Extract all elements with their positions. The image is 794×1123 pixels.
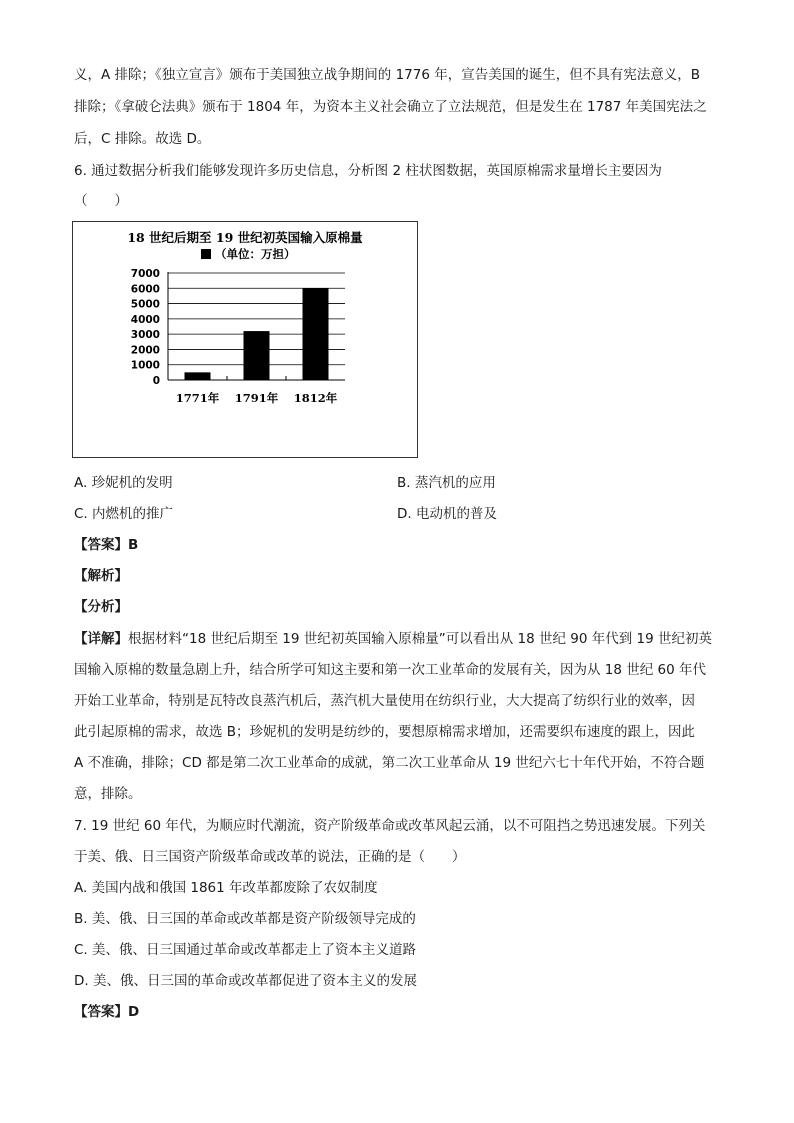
question-7-stem: 于美、俄、日三国资产阶级革命或改革的说法，正确的是（ ） bbox=[74, 849, 466, 865]
bar-1 bbox=[244, 331, 270, 380]
detail-line: 意，排除。 bbox=[74, 786, 142, 802]
detail-line: 此引起原棉的需求，故选 B；珍妮机的发明是纺纱的，要想原棉需求增加，还需要织布速度的跟上，因此 bbox=[74, 724, 696, 740]
answer-blank: （ ） bbox=[74, 193, 128, 209]
q7-answer-label: 【答案】D bbox=[74, 1004, 140, 1020]
detail-line: A 不准确，排除；CD 都是第二次工业革命的成就，第二次工业革命从 19 世纪六七十年代开始，不符合题 bbox=[74, 755, 705, 771]
legend-label: （单位：万担） bbox=[215, 247, 296, 261]
question-7-stem: 7. 19 世纪 60 年代，为顺应时代潮流，资产阶级革命或改革风起云涌，以不可阻挡之势迅速发展。下列关 bbox=[74, 818, 706, 834]
legend-swatch bbox=[201, 249, 211, 259]
text-line: 排除；《拿破仑法典》颁布于 1804 年，为资本主义社会确立了立法规范，但是发生在 1787 年美国宪法之 bbox=[74, 99, 707, 115]
question-6-stem: 6. 通过数据分析我们能够发现许多历史信息，分析图 2 柱状图数据，英国原棉需求量增长主要因为 bbox=[74, 163, 662, 179]
option-c: C. 内燃机的推广 bbox=[74, 506, 174, 522]
detail-line: 国输入原棉的数量急剧上升，结合所学可知这主要和第一次工业革命的发展有关，因为从 18 世纪 60 年代 bbox=[74, 662, 707, 678]
figure-2-chart bbox=[72, 221, 418, 458]
detail-label: 【详解】 bbox=[74, 631, 128, 647]
q7-option-d: D. 美、俄、日三国的革命或改革都促进了资本主义的发展 bbox=[74, 973, 417, 989]
x-tick-label: 1812年 bbox=[293, 391, 338, 405]
option-d: D. 电动机的普及 bbox=[397, 506, 497, 522]
y-tick-label: 6000 bbox=[130, 283, 160, 296]
fenxi-label: 【分析】 bbox=[74, 599, 128, 615]
y-tick-label: 2000 bbox=[130, 344, 160, 357]
text-line: 义，A 排除；《独立宣言》颁布于美国独立战争期间的 1776 年，宣告美国的诞生，但不具有宪法意义，B bbox=[74, 67, 700, 83]
answer-label: 【答案】B bbox=[74, 537, 139, 553]
y-tick-label: 1000 bbox=[130, 359, 160, 372]
detail-line: 开始工业革命，特别是瓦特改良蒸汽机后，蒸汽机大量使用在纺织行业，大大提高了纺织行业的效率，因 bbox=[74, 693, 695, 709]
bar-2 bbox=[303, 288, 329, 380]
option-b: B. 蒸汽机的应用 bbox=[397, 475, 496, 491]
x-tick-label: 1791年 bbox=[234, 391, 279, 405]
chart-title: 18 世纪后期至 19 世纪初英国输入原棉量 bbox=[127, 230, 363, 245]
analysis-label: 【解析】 bbox=[74, 568, 128, 584]
bar-chart bbox=[73, 222, 417, 457]
q7-option-b: B. 美、俄、日三国的革命或改革都是资产阶级领导完成的 bbox=[74, 911, 416, 927]
detail-line: 【详解】根据材料“18 世纪后期至 19 世纪初英国输入原棉量”可以看出从 18 世纪 90 年代到 19 世纪初英 bbox=[74, 631, 712, 647]
y-tick-label: 0 bbox=[152, 375, 160, 387]
y-tick-label: 4000 bbox=[130, 313, 160, 326]
y-tick-label: 7000 bbox=[130, 268, 160, 280]
bar-0 bbox=[185, 372, 211, 380]
text-line: 后，C 排除。故选 D。 bbox=[74, 131, 211, 147]
q7-option-a: A. 美国内战和俄国 1861 年改革都废除了农奴制度 bbox=[74, 880, 378, 896]
option-a: A. 珍妮机的发明 bbox=[74, 475, 173, 491]
y-tick-label: 5000 bbox=[130, 298, 160, 311]
x-tick-label: 1771年 bbox=[175, 391, 220, 405]
q7-option-c: C. 美、俄、日三国通过革命或改革都走上了资本主义道路 bbox=[74, 942, 417, 958]
y-tick-label: 3000 bbox=[130, 329, 160, 342]
